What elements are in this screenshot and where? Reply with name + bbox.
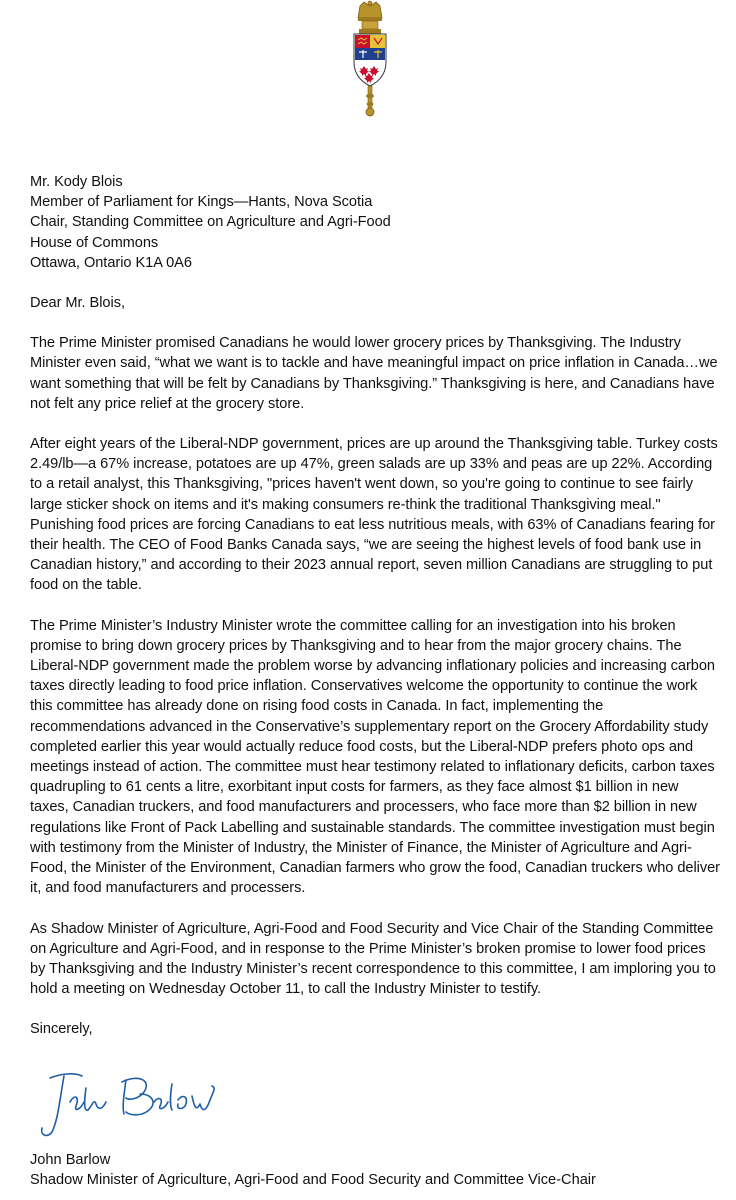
body-paragraph: The Prime Minister promised Canadians he would lower grocery prices by Thanksgiving. The Industry Minister even said, “what we want is to tackle and have meaningful impact on price inflation in Canada…we want something that will be felt by Canadians by Thanksgiving.” Thanksgiving is here, and Canadians have not felt any price relief at the grocery store. bbox=[30, 335, 718, 412]
signer-title: Shadow Minister of Agriculture, Agri-Food and Food Security and Committee Vice-Chair bbox=[30, 1172, 596, 1188]
recipient-institution: House of Commons bbox=[30, 234, 159, 251]
closing: Sincerely, bbox=[30, 1021, 93, 1038]
recipient-address bbox=[30, 172, 720, 273]
signature-block bbox=[30, 1150, 596, 1190]
recipient-committee-role: Chair, Standing Committee on Agriculture and Agri-Food bbox=[30, 214, 391, 231]
recipient-city-postal: Ottawa, Ontario K1A 0A6 bbox=[30, 254, 192, 271]
body-paragraph: The Prime Minister’s Industry Minister wrote the committee calling for an investigation into his broken promise to bring down grocery prices by Thanksgiving and to hear from the major grocery chains. The Liberal-NDP government made the problem worse by advancing inflationary policies and increasing carbon taxes directly leading to food price inflation. Conservatives welcome the opportunity to continue the work this committee has already done on rising food costs in Canada. In fact, implementing the recommendations advanced in the Conservative’s supplementary report on the Grocery Affordability study completed earlier this year would actually reduce food costs, but the Liberal-NDP prefers photo ops and meetings instead of action. The committee must hear testimony related to inflationary deficits, carbon taxes quadrupling to 61 cents a litre, exorbitant input costs for farmers, as they face almost $1 billion in new taxes, Canadian truckers, and food manufacturers and processers, who face more than $2 billion in new regulations like Front of Pack Labelling and sustainable standards. The committee investigation must begin with testimony from the Minister of Industry, the Minister of Finance, the Minister of Agriculture and Agri-Food, the Minister of the Environment, Canadian farmers who grow the food, Canadian truckers who deliver it, and food manufacturers and processers. bbox=[30, 617, 720, 897]
recipient-name: Mr. Kody Blois bbox=[30, 174, 123, 190]
handwritten-signature bbox=[30, 1058, 230, 1148]
body-paragraph: As Shadow Minister of Agriculture, Agri-Food and Food Security and Vice Chair of the Standing Committee on Agriculture and Agri-Food, and in response to the Prime Minister’s broken promise to lower food prices by Thanksgiving and the Industry Minister’s recent correspondence to this committee, I am imploring you to hold a meeting on Wednesday October 11, to call the Industry Minister to testify. bbox=[30, 920, 716, 998]
salutation: Dear Mr. Blois, bbox=[30, 295, 125, 312]
signer-name: John Barlow bbox=[30, 1152, 111, 1168]
letter-body bbox=[30, 172, 720, 1040]
recipient-riding: Member of Parliament for Kings—Hants, Nova Scotia bbox=[30, 194, 373, 211]
house-of-commons-crest-icon bbox=[338, 0, 402, 118]
body-paragraph: After eight years of the Liberal-NDP government, prices are up around the Thanksgiving table. Turkey costs 2.49/lb—a 67% increase, potatoes are up 47%, green salads are up 33% and peas are up 22%. According to a retail analyst, this Thanksgiving, "prices haven't went down, so you're going to continue to see fairly large sticker shock on items and it's making consumers re-think the traditional Thanksgiving meal." Punishing food prices are forcing Canadians to eat less nutritious meals, with 63% of Canadians fearing for their health. The CEO of Food Banks Canada says, “we are seeing the highest levels of food bank use in Canadian history,” and according to their 2023 annual report, seven million Canadians are struggling to put food on the table. bbox=[30, 436, 718, 594]
